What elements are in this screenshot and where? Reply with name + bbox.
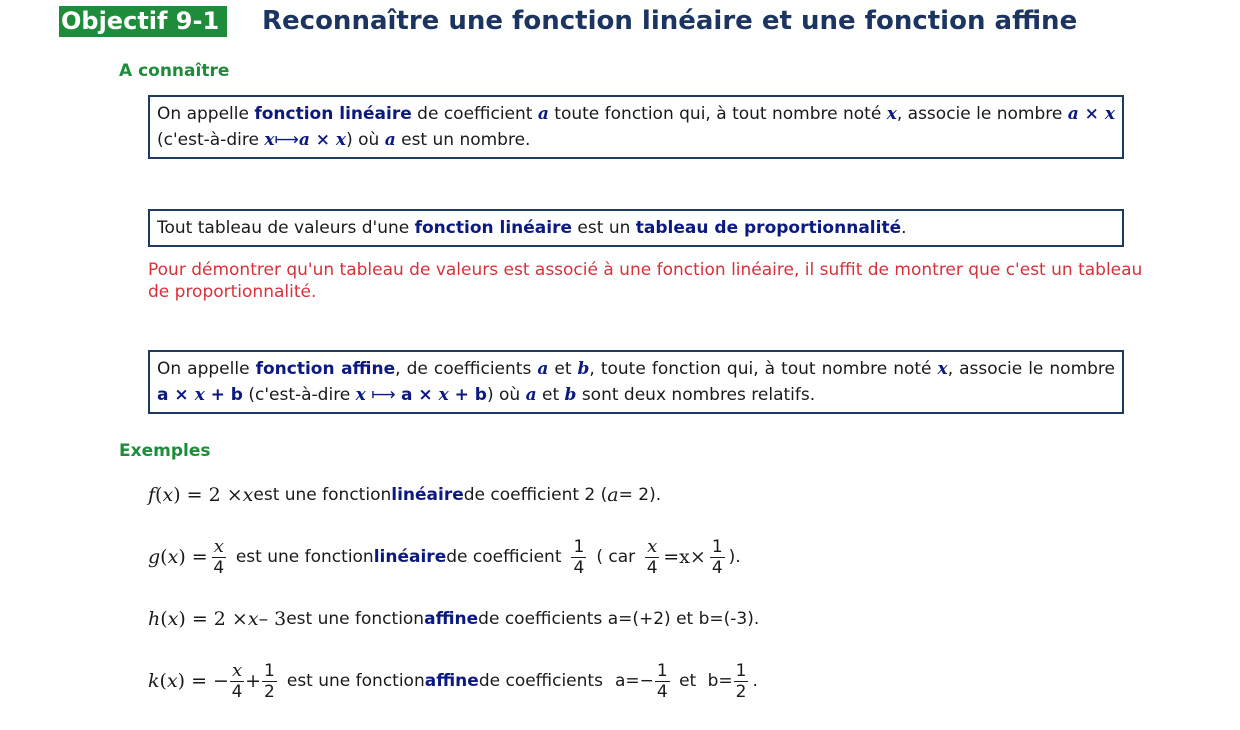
function-name: k — [148, 670, 160, 692]
math-text: – 3 — [258, 608, 287, 630]
example-h — [148, 594, 759, 644]
keyword: linéaire — [391, 485, 464, 505]
variable: x — [937, 359, 948, 379]
denominator: 4 — [213, 557, 225, 578]
function-name: g — [148, 546, 161, 568]
math-text: − — [213, 670, 229, 692]
example-f — [148, 470, 661, 520]
function-name: h — [148, 608, 161, 630]
text: , associe le nombre — [947, 359, 1115, 379]
text: sont deux nombres relatifs. — [576, 385, 816, 405]
variable: a — [384, 130, 396, 150]
variable: x — [242, 484, 254, 506]
paren: ( — [155, 484, 163, 506]
math-text: ) = — [177, 670, 208, 692]
text: , associe le nombre — [896, 104, 1068, 124]
variable: x — [355, 385, 366, 405]
function-name: f — [148, 484, 156, 506]
paren: ( — [160, 546, 168, 568]
variable: x — [167, 546, 179, 568]
fraction — [571, 537, 586, 578]
numerator: 1 — [573, 536, 585, 557]
text: et — [548, 359, 578, 379]
variable: x — [886, 104, 897, 124]
variable: x — [247, 608, 259, 630]
text: de coefficient 2 ( — [463, 485, 608, 505]
text: de coefficient — [446, 547, 562, 567]
text: de coefficients — [478, 671, 603, 691]
variable: x — [194, 385, 205, 405]
text: , toute fonction qui, à tout nombre noté — [589, 359, 938, 379]
keyword: fonction linéaire — [414, 218, 573, 238]
text: est un nombre. — [395, 130, 531, 150]
expression: a × — [157, 385, 195, 405]
variable: b — [564, 385, 577, 405]
text: est une fonction — [286, 609, 425, 629]
numerator: 1 — [264, 660, 275, 681]
text: est une fonction — [235, 547, 374, 567]
text: toute fonction qui, à tout nombre noté — [548, 104, 887, 124]
math-text: b= — [707, 671, 733, 691]
text: est un — [572, 218, 636, 238]
text: Tout tableau de valeurs d'une — [157, 218, 415, 238]
variable: a — [537, 359, 549, 379]
variable: x — [166, 670, 178, 692]
expression: + b — [448, 385, 487, 405]
denominator: 4 — [573, 557, 585, 578]
numerator: 1 — [711, 536, 723, 557]
text: (c'est-à-dire — [157, 130, 265, 150]
variable: x — [438, 385, 449, 405]
property-box-proportionality — [148, 209, 1124, 247]
fraction — [734, 661, 749, 702]
text: ) où — [346, 130, 385, 150]
variable: x — [264, 130, 275, 150]
denominator: 4 — [711, 557, 723, 578]
paren: ( — [160, 608, 168, 630]
variable: a — [525, 385, 537, 405]
keyword: fonction linéaire — [254, 104, 412, 124]
maps-to-arrow: ⟼ — [274, 130, 299, 150]
variable: a — [537, 104, 549, 124]
math-text: ) = — [178, 546, 208, 568]
method-note: Pour démontrer qu'un tableau de valeurs est associé à une fonction linéaire, il suffit de montrer que c'est un tableau de proportionnalité. — [148, 260, 1143, 302]
paren: ( — [159, 670, 167, 692]
denominator: 2 — [264, 681, 275, 702]
text: de coefficients a=(+2) et b=(-3). — [478, 609, 760, 629]
denominator: 4 — [656, 681, 668, 702]
text: est une fonction — [253, 485, 392, 505]
denominator: 4 — [231, 681, 243, 702]
fraction — [262, 661, 277, 702]
fraction — [645, 537, 659, 578]
keyword: fonction affine — [255, 359, 396, 379]
text: et — [673, 671, 702, 691]
math-text: ) = 2 × — [173, 484, 243, 506]
definition-box-linear — [148, 95, 1124, 159]
page-title: Reconnaître une fonction linéaire et une fonction affine — [262, 6, 1078, 36]
keyword: affine — [424, 671, 479, 691]
variable: a — [607, 484, 619, 506]
text: , de coefficients — [395, 359, 538, 379]
text: de coefficient — [411, 104, 538, 124]
definition-box-affine — [148, 350, 1124, 414]
text: ) où — [486, 385, 526, 405]
fraction — [230, 661, 244, 702]
text: On appelle — [157, 104, 255, 124]
text: (c'est-à-dire — [242, 385, 356, 405]
fraction — [655, 661, 670, 702]
text: . — [901, 218, 907, 238]
maps-to-arrow: ⟼ — [371, 385, 396, 405]
keyword: linéaire — [373, 547, 447, 567]
numerator: 1 — [735, 660, 747, 681]
expression: + b — [204, 385, 243, 405]
keyword: tableau de proportionnalité — [635, 218, 902, 238]
text: = 2). — [618, 485, 662, 505]
numerator: x — [647, 535, 658, 557]
example-k — [148, 656, 758, 706]
math-text: + — [245, 670, 262, 692]
variable: b — [577, 359, 590, 379]
expression: a × x — [1067, 104, 1115, 124]
denominator: 2 — [735, 681, 747, 702]
text: est une fonction — [286, 671, 425, 691]
math-text: =x× — [663, 546, 706, 568]
text: ). — [728, 547, 741, 567]
denominator: 4 — [646, 557, 658, 578]
expression: a × x — [298, 130, 347, 150]
variable: x — [167, 608, 179, 630]
numerator: 1 — [656, 660, 668, 681]
numerator: x — [213, 535, 224, 557]
text: et — [536, 385, 565, 405]
variable: x — [162, 484, 174, 506]
math-text: a=− — [614, 671, 654, 691]
expression: a × — [401, 385, 439, 405]
text: . — [752, 671, 758, 691]
objective-badge: Objectif 9-1 — [59, 6, 227, 37]
math-text: ) = 2 × — [178, 608, 248, 630]
text: ( car — [596, 547, 636, 567]
section-title-examples: Exemples — [119, 441, 211, 461]
text: On appelle — [157, 359, 256, 379]
section-title-know: A connaître — [119, 61, 230, 81]
fraction — [212, 537, 226, 578]
fraction — [710, 537, 725, 578]
keyword: affine — [424, 609, 479, 629]
numerator: x — [231, 659, 243, 681]
example-g — [148, 532, 741, 582]
